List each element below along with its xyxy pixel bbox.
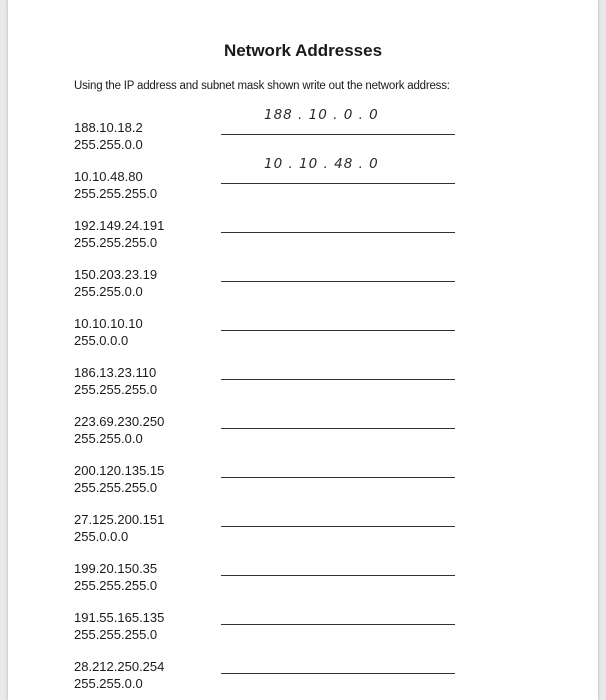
answer-line[interactable] xyxy=(221,673,455,674)
subnet-mask: 255.255.255.0 xyxy=(74,382,158,397)
answer-line[interactable] xyxy=(221,526,455,527)
subnet-mask: 255.255.255.0 xyxy=(74,186,158,201)
ip-address: 191.55.165.135 xyxy=(74,610,165,625)
subnet-mask: 255.255.255.0 xyxy=(74,627,158,642)
answer-line[interactable] xyxy=(221,134,455,135)
subnet-mask: 255.255.0.0 xyxy=(74,137,143,152)
answer-line[interactable] xyxy=(221,624,455,625)
subnet-mask: 255.255.0.0 xyxy=(74,431,143,446)
problem-item xyxy=(74,316,494,356)
answer-line[interactable] xyxy=(221,379,455,380)
ip-address: 223.69.230.250 xyxy=(74,414,165,429)
handwritten-answer: 188 . 10 . 0 . 0 xyxy=(264,107,379,123)
ip-address: 200.120.135.15 xyxy=(74,463,165,478)
subnet-mask: 255.255.255.0 xyxy=(74,578,158,593)
ip-address: 199.20.150.35 xyxy=(74,561,158,576)
problem-item xyxy=(74,561,494,601)
answer-line[interactable] xyxy=(221,183,455,184)
subnet-mask: 255.255.255.0 xyxy=(74,480,158,495)
ip-address: 188.10.18.2 xyxy=(74,120,143,135)
problem-item xyxy=(74,512,494,552)
instructions-text: Using the IP address and subnet mask shown write out the network address: xyxy=(74,80,450,92)
problem-item xyxy=(74,414,494,454)
answer-line[interactable] xyxy=(221,281,455,282)
ip-address: 186.13.23.110 xyxy=(74,365,157,380)
handwritten-answer: 10 . 10 . 48 . 0 xyxy=(264,156,379,172)
ip-address: 28.212.250.254 xyxy=(74,659,165,674)
ip-address: 150.203.23.19 xyxy=(74,267,158,282)
problem-item xyxy=(74,463,494,503)
answer-line[interactable] xyxy=(221,428,455,429)
problem-item xyxy=(74,107,494,160)
ip-address: 27.125.200.151 xyxy=(74,512,165,527)
page-title: Network Addresses xyxy=(223,41,383,60)
ip-address: 10.10.48.80 xyxy=(74,169,143,184)
subnet-mask: 255.255.0.0 xyxy=(74,284,143,299)
problem-item xyxy=(74,156,494,209)
answer-line[interactable] xyxy=(221,232,455,233)
subnet-mask: 255.0.0.0 xyxy=(74,333,129,348)
subnet-mask: 255.255.0.0 xyxy=(74,676,143,691)
problem-item xyxy=(74,365,494,405)
answer-line[interactable] xyxy=(221,330,455,331)
worksheet-page xyxy=(8,0,598,700)
subnet-mask: 255.0.0.0 xyxy=(74,529,129,544)
ip-address: 10.10.10.10 xyxy=(74,316,143,331)
answer-line[interactable] xyxy=(221,575,455,576)
problem-item xyxy=(74,610,494,650)
answer-line[interactable] xyxy=(221,477,455,478)
ip-address: 192.149.24.191 xyxy=(74,218,165,233)
problem-item xyxy=(74,267,494,307)
subnet-mask: 255.255.255.0 xyxy=(74,235,158,250)
problem-item xyxy=(74,659,494,699)
problem-item xyxy=(74,218,494,258)
